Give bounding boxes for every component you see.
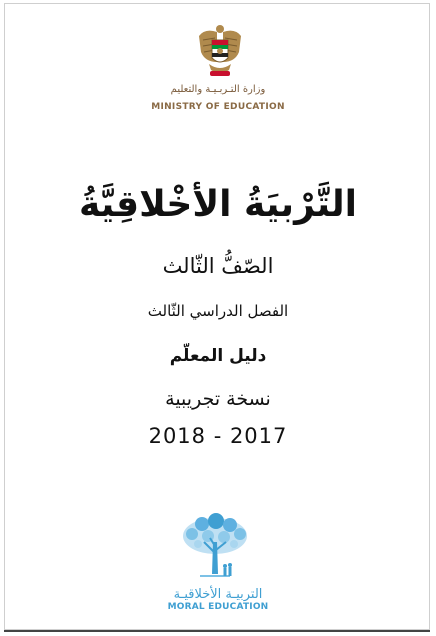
teacher-guide-label: دليل المعلّم xyxy=(169,346,267,366)
book-title: التَّرْبيَةُ الأخْلاقِيَّةُ xyxy=(78,184,358,225)
edition-label: نسخة تجريبية xyxy=(165,388,271,410)
program-name-english: MORAL EDUCATION xyxy=(167,602,269,612)
semester-label: الفصل الدراسي الثّالث xyxy=(147,302,289,320)
grade-label: الصّفُّ الثّالث xyxy=(162,254,274,278)
bottom-rule xyxy=(4,630,430,632)
moral-education-tree-icon xyxy=(178,512,252,584)
ministry-name-arabic: وزارة التـربـيـة والتعليم xyxy=(170,84,266,95)
ministry-name-english: MINISTRY OF EDUCATION xyxy=(151,102,285,112)
program-name-arabic: التربيـة الأخلاقيـة xyxy=(173,587,263,602)
academic-year: 2018 - 2017 xyxy=(148,424,288,448)
uae-emblem-icon xyxy=(195,22,245,80)
